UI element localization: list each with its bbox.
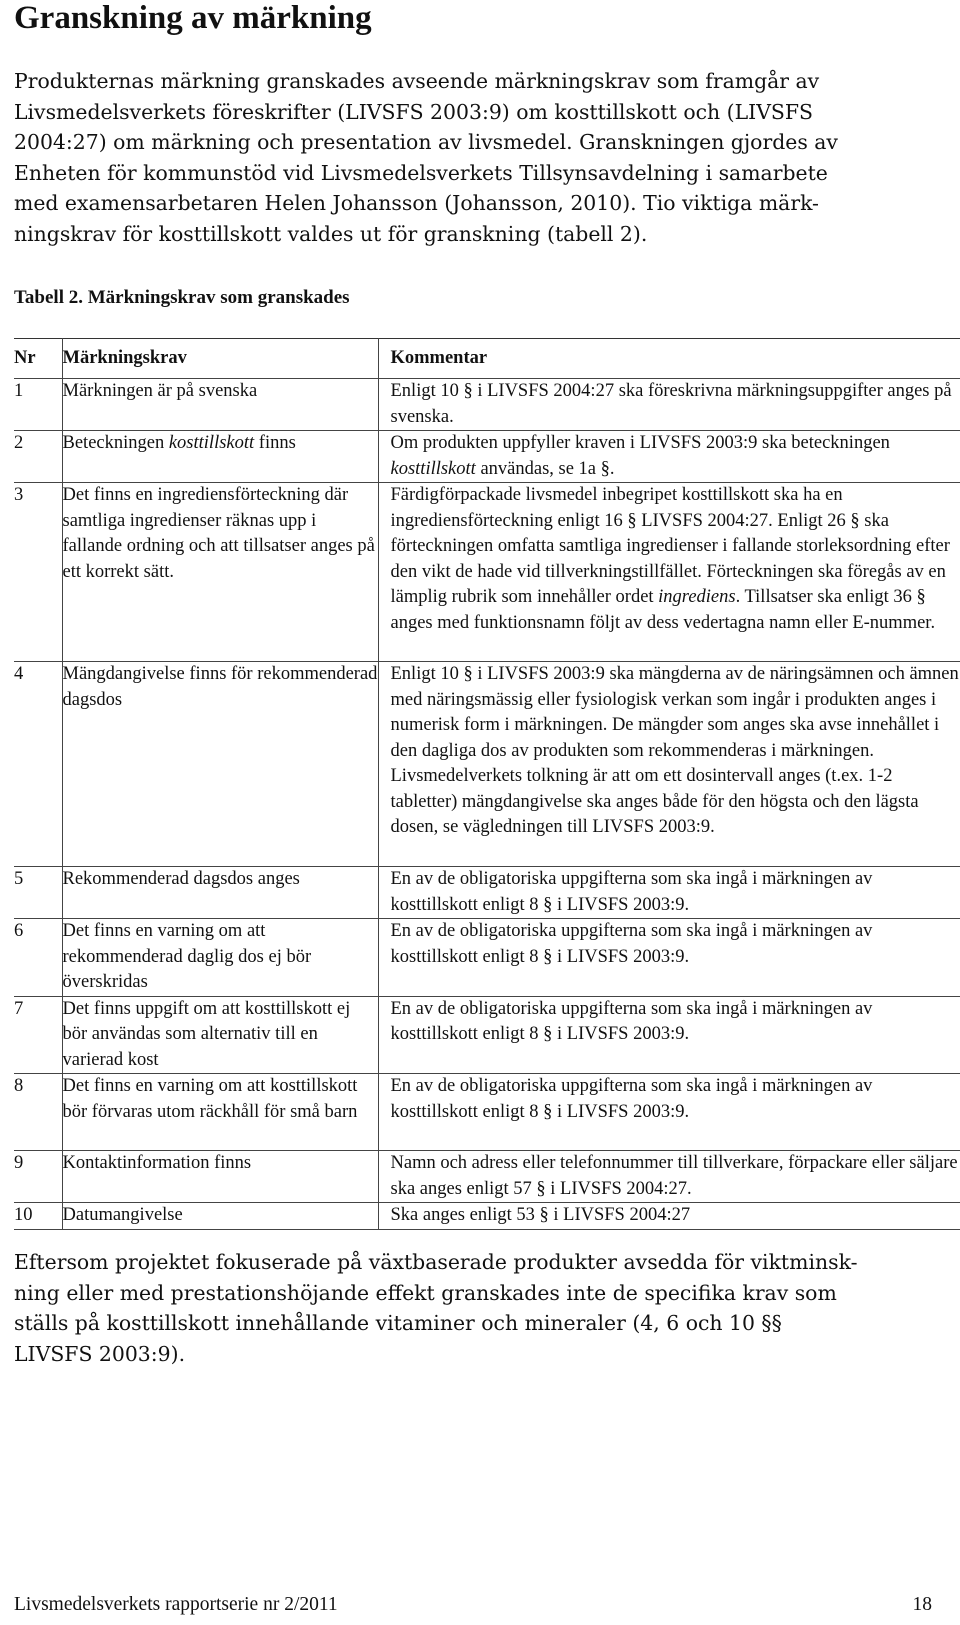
requirement-text-before: Beteckningen [62, 433, 169, 453]
page-number: 18 [912, 1594, 932, 1615]
closing-paragraph [14, 1247, 914, 1369]
table-caption: Tabell 2. Märkningskrav som granskades [14, 287, 350, 308]
outro-line: ställs på kosttillskott innehållande vitaminer och mineraler (4, 6 och 10 §§ [14, 1311, 782, 1335]
header-nr: Nr [14, 339, 62, 379]
intro-line: 2004:27) om märkning och presentation av livsmedel. Granskningen gjordes av [14, 130, 838, 154]
row-nr: 10 [14, 1203, 62, 1230]
comment-text-after: användas, se 1a §. [475, 458, 615, 479]
header-comment: Kommentar [378, 339, 960, 379]
row-comment: Ska anges enligt 53 § i LIVSFS 2004:27 [378, 1203, 960, 1230]
row-requirement: Det finns en ingrediensförteckning där samtliga ingredienser räknas upp i fallande ordning och att tillsatser anges på ett korrekt sätt. [62, 483, 378, 662]
row-nr: 2 [14, 431, 62, 483]
row-nr: 4 [14, 662, 62, 867]
intro-line: Produkternas märkning granskades avseende märkningskrav som framgår av [14, 69, 820, 93]
row-requirement: Det finns en varning om att kosttillskott bör förvaras utom räckhåll för små barn [62, 1074, 378, 1151]
row-comment: Namn och adress eller telefonnummer till tillverkare, förpackare eller säljare ska anges enligt 57 § i LIVSFS 2004:27. [378, 1151, 960, 1203]
requirement-italic-term: kosttillskott [168, 433, 255, 453]
report-series-label: Livsmedelsverkets rapportserie nr 2/2011 [14, 1594, 338, 1615]
table-row [14, 996, 960, 1074]
row-requirement: Rekommenderad dagsdos anges [62, 867, 378, 919]
outro-line: ning eller med prestationshöjande effekt granskades inte de specifika krav som [14, 1280, 837, 1305]
requirements-table [14, 338, 960, 1230]
outro-line: LIVSFS 2003:9). [14, 1341, 186, 1366]
comment-italic-term: ingrediens [658, 587, 736, 607]
row-nr: 1 [14, 379, 62, 431]
row-nr: 5 [14, 867, 62, 919]
row-comment [378, 431, 960, 483]
table-row [14, 1151, 960, 1203]
table-row [14, 1074, 960, 1151]
comment-text-after: . Tillsatser ska enligt 36 § anges med funktionsnamn följt av dess vedertagna namn eller E-nummer. [390, 587, 936, 633]
row-nr: 6 [14, 919, 62, 997]
intro-line: Enheten för kommunstöd vid Livsmedelsverkets Tillsynsavdelning i samarbete [14, 160, 828, 185]
row-comment: En av de obligatoriska uppgifterna som ska ingå i märkningen av kosttillskott enligt 8 § i LIVSFS 2003:9. [378, 919, 960, 997]
intro-line: Livsmedelsverkets föreskrifter (LIVSFS 2003:9) om kosttillskott och (LIVSFS [14, 99, 814, 124]
row-requirement: Datumangivelse [62, 1203, 378, 1230]
row-nr: 9 [14, 1151, 62, 1203]
row-comment: En av de obligatoriska uppgifterna som ska ingå i märkningen av kosttillskott enligt 8 § i LIVSFS 2003:9. [378, 996, 960, 1074]
row-nr: 3 [14, 483, 62, 662]
row-requirement: Kontaktinformation finns [62, 1151, 378, 1203]
row-nr: 7 [14, 996, 62, 1074]
intro-line: ningskrav för kosttillskott valdes ut för granskning (tabell 2). [14, 221, 648, 246]
row-requirement [62, 431, 378, 483]
requirement-text-after: finns [254, 433, 296, 453]
comment-italic-term: kosttillskott [390, 458, 476, 479]
table-row [14, 379, 960, 431]
row-requirement: Mängdangivelse finns för rekommenderad dagsdos [62, 662, 378, 867]
outro-line: Eftersom projektet fokuserade på växtbaserade produkter avsedda för viktminsk- [14, 1250, 858, 1274]
header-requirement: Märkningskrav [62, 339, 378, 379]
row-comment: Enligt 10 § i LIVSFS 2003:9 ska mängderna av de näringsämnen och ämnen med näringsmässig eller fysiologisk verkan som ingår i produkten anges i numerisk form i märkningen. De mängder som anges ska avse innehållet i den dagliga dos av produkten som rekommenderas i märkningen. Livsmedelverkets tolkning är att om ett dosintervall anges (t.ex. 1-2 tabletter) mängdangivelse ska anges både för den högsta och den lägsta dosen, se vägledningen till LIVSFS 2003:9. [378, 662, 960, 867]
table-row [14, 662, 960, 867]
table-row [14, 919, 960, 997]
intro-line: med examensarbetaren Helen Johansson (Johansson, 2010). Tio viktiga märk- [14, 191, 819, 215]
table-row [14, 867, 960, 919]
row-comment: En av de obligatoriska uppgifterna som ska ingå i märkningen av kosttillskott enligt 8 § i LIVSFS 2003:9. [378, 867, 960, 919]
row-requirement: Det finns en varning om att rekommenderad daglig dos ej bör överskridas [62, 919, 378, 997]
row-requirement: Märkningen är på svenska [62, 379, 378, 431]
table-row [14, 431, 960, 483]
row-nr: 8 [14, 1074, 62, 1151]
table-row [14, 1203, 960, 1230]
table-row [14, 483, 960, 662]
comment-text-before: Om produkten uppfyller kraven i LIVSFS 2003:9 ska beteckningen [390, 433, 890, 453]
row-comment: Enligt 10 § i LIVSFS 2004:27 ska föreskrivna märkningsuppgifter anges på svenska. [378, 379, 960, 431]
row-comment [378, 483, 960, 662]
table-header-row [14, 339, 960, 379]
row-requirement: Det finns uppgift om att kosttillskott ej bör användas som alternativ till en varierad kost [62, 996, 378, 1074]
intro-paragraph [14, 66, 894, 249]
page-heading: Granskning av märkning [14, 0, 372, 36]
comment-text-before: Färdigförpackade livsmedel inbegripet kosttillskott ska ha en ingrediensförteckning enligt 16 § LIVSFS 2004:27. Enligt 26 § ska förteckningen omfatta samtliga ingredienser i fallande storleksordning efter den vikt de hade vid tillverkningstillfället. Förteckningen ska föregås av en lämplig rubrik som innehåller ordet [390, 485, 950, 607]
row-comment: En av de obligatoriska uppgifterna som ska ingå i märkningen av kosttillskott enligt 8 § i LIVSFS 2003:9. [378, 1074, 960, 1151]
